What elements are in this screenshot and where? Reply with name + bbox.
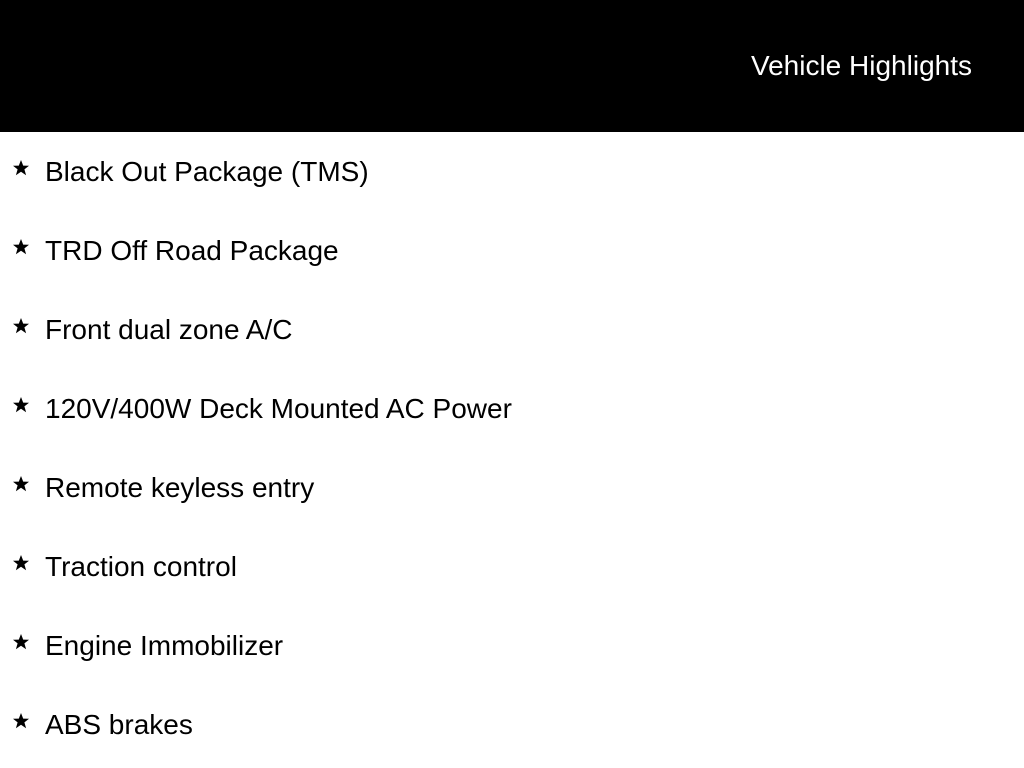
- highlight-label: Engine Immobilizer: [45, 630, 284, 661]
- highlight-label: Remote keyless entry: [45, 472, 315, 503]
- highlight-label: ABS brakes: [45, 709, 193, 740]
- header-bar: [0, 0, 1024, 132]
- page-title: Vehicle Highlights: [750, 50, 972, 81]
- list-item: [0, 606, 1024, 685]
- highlight-label: Traction control: [45, 551, 237, 582]
- list-item: [0, 685, 1024, 764]
- star-icon: [11, 474, 31, 494]
- list-item: [0, 369, 1024, 448]
- list-item: [0, 211, 1024, 290]
- list-item: [0, 527, 1024, 606]
- highlights-list: [0, 132, 1024, 764]
- star-icon: [11, 237, 31, 257]
- star-icon: [11, 158, 31, 178]
- star-icon: [11, 395, 31, 415]
- star-icon: [11, 553, 31, 573]
- highlight-label: 120V/400W Deck Mounted AC Power: [45, 393, 512, 424]
- highlight-label: Front dual zone A/C: [45, 314, 293, 345]
- list-item: [0, 448, 1024, 527]
- list-item: [0, 290, 1024, 369]
- star-icon: [11, 711, 31, 731]
- star-icon: [11, 316, 31, 336]
- highlight-label: Black Out Package (TMS): [45, 156, 369, 187]
- star-icon: [11, 632, 31, 652]
- list-item: [0, 132, 1024, 211]
- highlight-label: TRD Off Road Package: [45, 235, 339, 266]
